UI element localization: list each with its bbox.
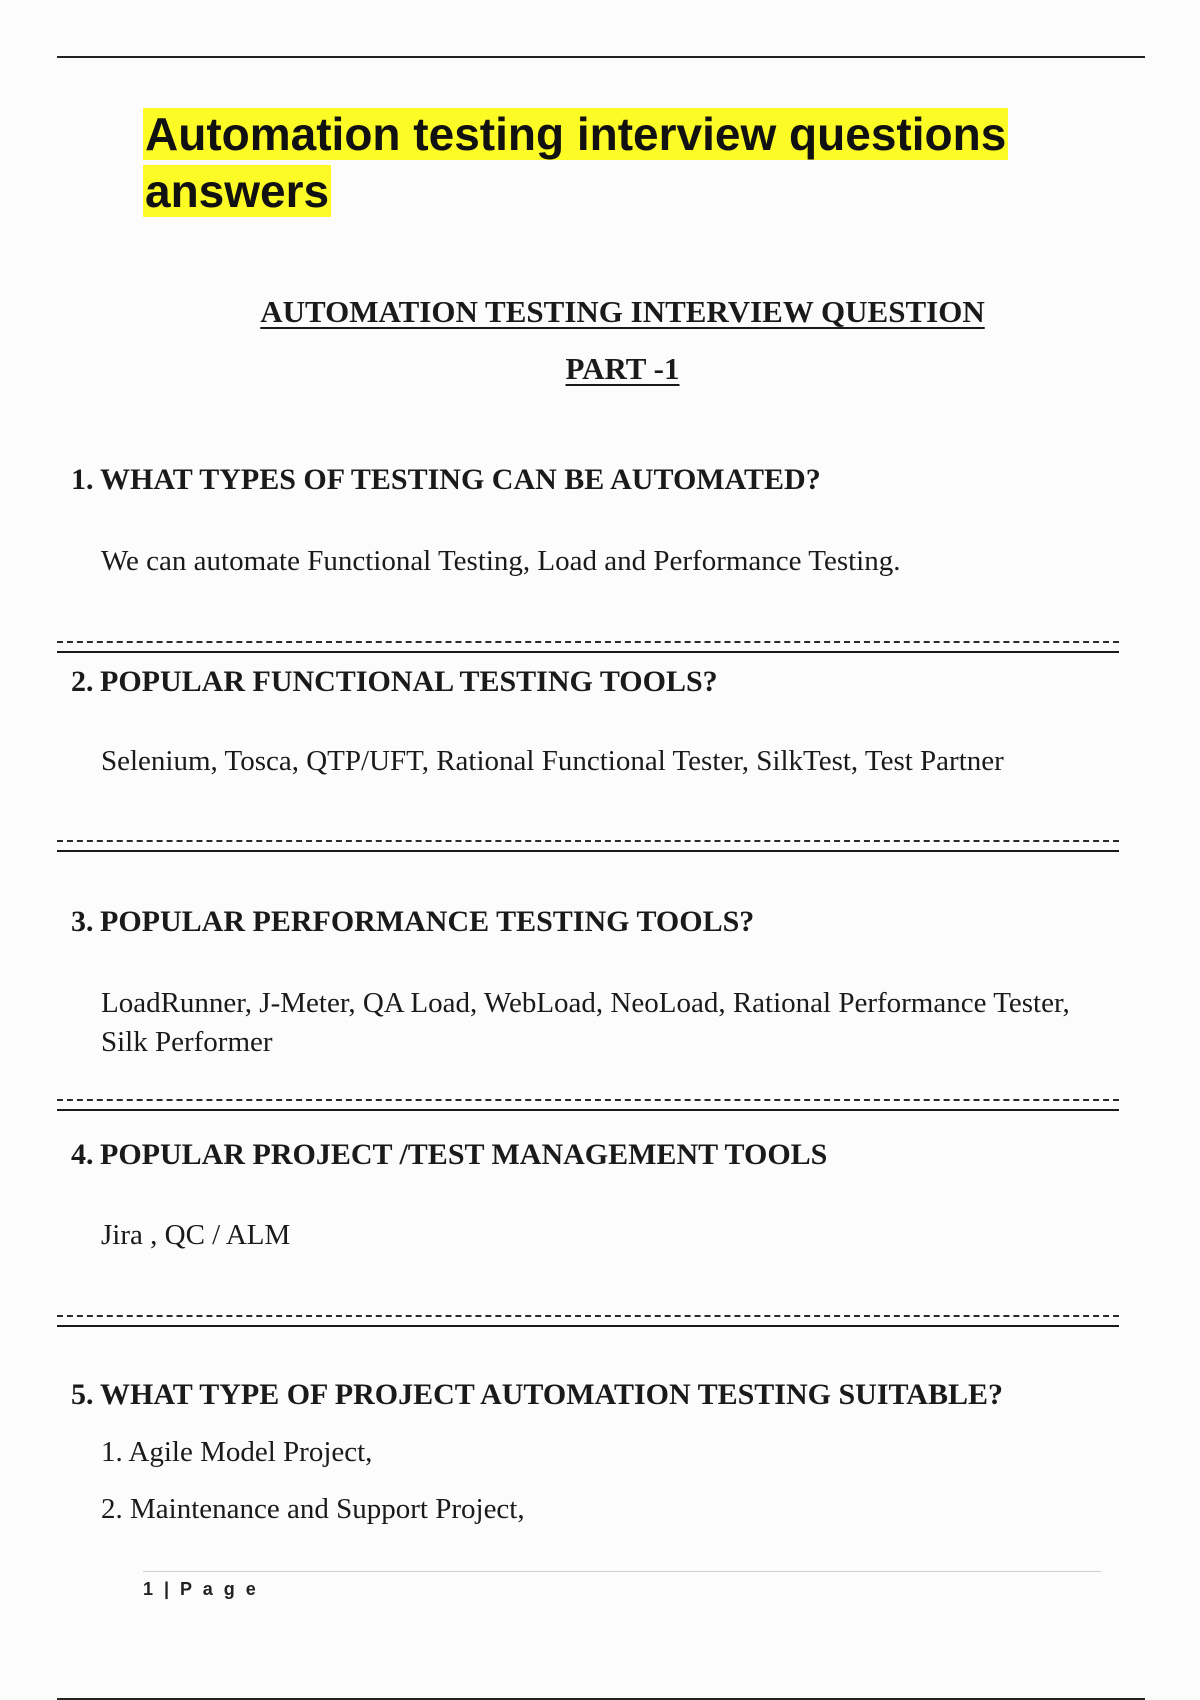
dashed-line (57, 1099, 1119, 1101)
question-separator (57, 840, 1119, 854)
question-number: 3. (71, 905, 94, 938)
solid-line (57, 850, 1119, 852)
question-text: WHAT TYPES OF TESTING CAN BE AUTOMATED? (100, 463, 821, 496)
question-4-answer: Jira , QC / ALM (101, 1219, 291, 1251)
top-border-line (57, 56, 1145, 58)
question-text: POPULAR PROJECT /TEST MANAGEMENT TOOLS (100, 1138, 828, 1171)
question-4-title (71, 1137, 827, 1173)
question-2-title (71, 664, 718, 700)
solid-line (57, 1109, 1119, 1111)
question-text: WHAT TYPE OF PROJECT AUTOMATION TESTING SUITABLE? (100, 1378, 1003, 1411)
section-heading: AUTOMATION TESTING INTERVIEW QUESTION (260, 294, 985, 329)
question-number: 4. (71, 1138, 94, 1171)
dashed-line (57, 1315, 1119, 1317)
solid-line (57, 651, 1119, 653)
question-1-title (71, 462, 821, 498)
part-heading: PART -1 (565, 351, 680, 386)
list-item: 1. Agile Model Project, (101, 1436, 373, 1468)
question-number: 1. (71, 463, 94, 496)
dashed-line (57, 840, 1119, 842)
list-item: 2. Maintenance and Support Project, (101, 1493, 525, 1525)
question-text: POPULAR FUNCTIONAL TESTING TOOLS? (100, 665, 718, 698)
question-text: POPULAR PERFORMANCE TESTING TOOLS? (100, 905, 755, 938)
question-5-title (71, 1377, 1003, 1413)
question-separator (57, 1315, 1119, 1329)
document-title: Automation testing interview questions answers (145, 108, 1007, 217)
question-1-answer: We can automate Functional Testing, Load and Performance Testing. (101, 545, 901, 577)
footer-divider (143, 1571, 1101, 1572)
question-3-answer: LoadRunner, J-Meter, QA Load, WebLoad, NeoLoad, Rational Performance Tester, Silk Performer (101, 987, 1070, 1058)
question-3-title (71, 904, 754, 940)
question-number: 2. (71, 665, 94, 698)
question-separator (57, 641, 1119, 655)
question-2-answer: Selenium, Tosca, QTP/UFT, Rational Functional Tester, SilkTest, Test Partner (101, 745, 1004, 777)
dashed-line (57, 641, 1119, 643)
question-number: 5. (71, 1378, 94, 1411)
page-number: 1 | P a g e (143, 1579, 259, 1599)
solid-line (57, 1325, 1119, 1327)
question-separator (57, 1099, 1119, 1113)
